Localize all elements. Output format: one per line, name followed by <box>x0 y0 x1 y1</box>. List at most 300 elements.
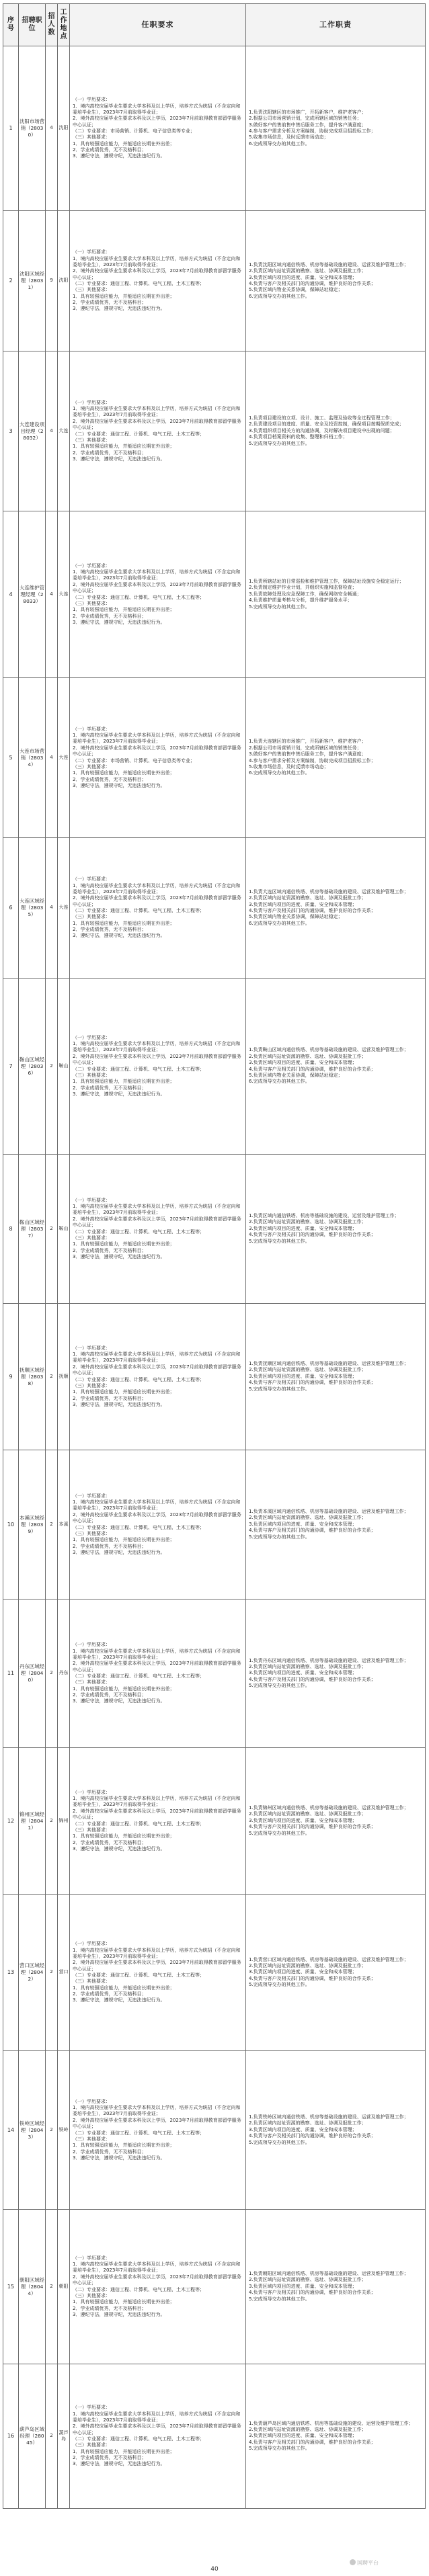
duty-line: 2.负责区域内站址资源的勘察、选址、协调及报批工作； <box>249 1219 366 1225</box>
requirement-line: 1．具有较强适应能力，并能适应长期在外出差； <box>73 444 175 450</box>
table-row <box>3 511 426 678</box>
duty-line: 1.负责葫芦岛区域内通信铁塔、机房等基础设施的建设、运营及维护管理工作； <box>249 2420 414 2426</box>
duty-line: 4.负责与客户及相关部门的沟通协调，维护良好的合作关系； <box>249 908 376 913</box>
requirement-line: 3．遵纪守法，遵规守纪，无违法违纪行为。 <box>73 1401 165 1407</box>
table-body <box>3 46 426 2509</box>
requirements-cell <box>70 1895 246 2051</box>
duty-line: 5.完成领导交办的其他工作。 <box>249 2139 310 2145</box>
table-row <box>3 211 426 351</box>
duty-line: 1.负责朝阳区域内通信铁塔、机房等基础设施的建设、运营及维护管理工作； <box>249 2271 409 2277</box>
requirement-line: （二）专业要求：通信工程、计算机、电气工程、土木工程等； <box>73 1972 204 1978</box>
requirement-line: 2．境外高校应届毕业生要求本科及以上学历，2023年7月前取得教育部留学服务中心认证； <box>73 116 241 128</box>
requirement-line: 2．学业成绩优秀，无不及格科目； <box>73 927 147 933</box>
requirement-line: 2．学业成绩优秀，无不及格科目； <box>73 613 147 619</box>
requirements-cell <box>70 46 246 211</box>
duty-line: 5.负责区域内物业关系协调，保障站址稳定； <box>249 287 343 293</box>
requirements-cell <box>70 1304 246 1450</box>
table-header-row <box>3 4 426 46</box>
row-index: 11 <box>3 1599 19 1748</box>
duty-line: 6.完成领导交办的其他工作。 <box>249 293 310 299</box>
requirement-line: （一）学历要求： <box>73 1345 110 1351</box>
duties-cell <box>246 351 426 511</box>
requirement-line: 2．境外高校应届毕业生要求本科及以上学历，2023年7月前取得教育部留学服务中心认证； <box>73 1364 241 1376</box>
requirement-line: 2．学业成绩优秀，无不及格科目； <box>73 147 147 153</box>
requirements-cell <box>70 211 246 351</box>
position-title: 丹东区域经理（28040） <box>19 1599 46 1748</box>
table-row <box>3 1599 426 1748</box>
row-index: 5 <box>3 678 19 838</box>
duty-line: 1.负责区域内通信铁塔、机房等基础设施的建设、运营及维护管理工作； <box>249 1213 399 1219</box>
requirement-line: 2．境外高校应届毕业生要求本科及以上学历，2023年7月前取得教育部留学服务中心认证； <box>73 2423 241 2436</box>
requirement-line: 2．境外高校应届毕业生要求本科及以上学历，2023年7月前取得教育部留学服务中心认证； <box>73 418 241 431</box>
requirement-line: 1．具有较强适应能力，并能适应长期在外出差； <box>73 2143 175 2149</box>
requirement-line: 1．境内高校应届毕业生要求大学本科及以上学历，培养方式为统招（不含定向和委培毕业生），2023年7月前取得毕业证； <box>73 1499 241 1511</box>
requirement-line: （一）学历要求： <box>73 726 110 732</box>
duties-cell <box>246 46 426 211</box>
duty-line: 2.根据公司市场营销计划，完成所辖区域的销售任务； <box>249 745 362 751</box>
headcount: 4 <box>46 678 58 838</box>
requirement-line: （二）专业要求：通信工程、计算机、电气工程、土木工程等； <box>73 1229 204 1235</box>
table-row <box>3 2210 426 2364</box>
requirement-line: 2．学业成绩优秀，无不及格科目； <box>73 2455 147 2461</box>
row-index: 10 <box>3 1450 19 1599</box>
duty-line: 6.完成领导交办的其他工作。 <box>249 770 310 776</box>
requirements-cell <box>70 1599 246 1748</box>
requirement-line: 2．境外高校应届毕业生要求本科及以上学历，2023年7月前取得教育部留学服务中心认证； <box>73 1216 241 1229</box>
requirement-line: 2．境外高校应届毕业生要求本科及以上学历，2023年7月前取得教育部留学服务中心认证； <box>73 2117 241 2130</box>
duty-line: 2.负责制定维护作业计划，并组织实施和监督检查； <box>249 585 357 591</box>
requirement-line: 3．遵纪守法，遵规守纪，无违法违纪行为。 <box>73 306 165 312</box>
position-title: 大连建设项目经理（28032） <box>19 351 46 511</box>
requirement-line: 1．具有较强适应能力，并能适应长期在外出差； <box>73 1833 175 1839</box>
requirement-line: 1．境内高校应届毕业生要求大学本科及以上学历，培养方式为统招（不含定向和委培毕业生），2023年7月前取得毕业证； <box>73 733 241 745</box>
requirement-line: 1．具有较强适应能力，并能适应长期在外出差； <box>73 607 175 613</box>
row-index: 2 <box>3 211 19 351</box>
requirement-line: （二）专业要求：通信工程、计算机、电气工程、土木工程等； <box>73 431 204 437</box>
duty-line: 4.负责与客户及相关部门的沟通协调，维护良好的合作关系； <box>249 1066 376 1072</box>
work-location: 葫芦岛 <box>58 2364 70 2509</box>
duty-line: 4.负责与客户及相关部门的沟通协调，维护良好的合作关系； <box>249 1676 376 1682</box>
watermark-text: 国聘平台 <box>357 2560 379 2566</box>
duties-cell <box>246 678 426 838</box>
work-location: 丹东 <box>58 1599 70 1748</box>
requirement-line: 1．境内高校应届毕业生要求大学本科及以上学历，培养方式为统招（不含定向和委培毕业生），2023年7月前取得毕业证； <box>73 2261 241 2274</box>
headcount: 2 <box>46 979 58 1155</box>
requirement-line: 2．学业成绩优秀，无不及格科目； <box>73 1839 147 1845</box>
requirement-line: 1．具有较强适应能力，并能适应长期在外出差； <box>73 920 175 926</box>
headcount: 2 <box>46 1304 58 1450</box>
requirement-line: （一）学历要求： <box>73 1493 110 1499</box>
duties-cell <box>246 1599 426 1748</box>
requirement-line: 2．学业成绩优秀，无不及格科目； <box>73 1543 147 1549</box>
requirement-line: 2．学业成绩优秀，无不及格科目； <box>73 2149 147 2155</box>
requirement-line: （三）其他要求： <box>73 2292 110 2298</box>
duty-line: 5.完成领导交办的其他工作。 <box>249 1982 310 1988</box>
requirement-line: 2．境外高校应届毕业生要求本科及以上学历，2023年7月前取得教育部留学服务中心认证； <box>73 1808 241 1821</box>
table-row <box>3 1155 426 1304</box>
requirement-line: （一）学历要求： <box>73 2255 110 2261</box>
duty-line: 1.负责丹东区域内通信铁塔、机房等基础设施的建设、运营及维护管理工作； <box>249 1657 409 1663</box>
table-row <box>3 1450 426 1599</box>
duty-line: 2.负责区域内站址资源的勘察、选址、协调及报批工作； <box>249 2120 366 2126</box>
requirement-line: （三）其他要求： <box>73 437 110 443</box>
requirement-line: （一）学历要求： <box>73 1034 110 1040</box>
requirements-cell <box>70 2051 246 2210</box>
table-row <box>3 678 426 838</box>
requirement-line: 1．具有较强适应能力，并能适应长期在外出差； <box>73 1985 175 1991</box>
requirement-line: （三）其他要求： <box>73 1382 110 1388</box>
header-requirements: 任职要求 <box>70 4 246 46</box>
requirement-line: 1．境内高校应届毕业生要求大学本科及以上学历，培养方式为统招（不含定向和委培毕业生），2023年7月前取得毕业证； <box>73 255 241 267</box>
requirement-line: （三）其他要求： <box>73 134 110 140</box>
duty-line: 4.负责项目档案资料的收集、整理和归档工作； <box>249 434 348 440</box>
headcount: 4 <box>46 511 58 678</box>
requirement-line: （三）其他要求： <box>73 2136 110 2142</box>
row-index: 13 <box>3 1895 19 2051</box>
work-location: 铁岭 <box>58 2051 70 2210</box>
duty-line: 1.负责大连区域内通信铁塔、机房等基础设施的建设、运营及维护管理工作； <box>249 888 409 895</box>
position-title: 锦州区域经理（28041） <box>19 1748 46 1895</box>
requirement-line: 2．学业成绩优秀，无不及格科目； <box>73 2305 147 2311</box>
position-title: 大连维护管理经理（28033） <box>19 511 46 678</box>
requirement-line: （二）专业要求：通信工程、计算机、电气工程、土木工程等； <box>73 1673 204 1679</box>
duty-line: 5.完成领导交办的其他工作。 <box>249 1386 310 1392</box>
duty-line: 2.根据公司市场营销计划，完成所辖区域的销售任务； <box>249 116 362 122</box>
requirement-line: （三）其他要求： <box>73 1679 110 1686</box>
requirement-line: 1．境内高校应届毕业生要求大学本科及以上学历，培养方式为统招（不含定向和委培毕业生），2023年7月前取得毕业证； <box>73 1796 241 1808</box>
duty-line: 1.负责沈阳辖区的市场推广，开拓新客户，维护老客户； <box>249 109 366 115</box>
requirement-line: （三）其他要求： <box>73 287 110 293</box>
requirements-cell <box>70 2210 246 2364</box>
duty-line: 4.负责维护质量考核与分析，提升维护服务水平； <box>249 597 352 604</box>
requirement-line: 3．遵纪守法，遵规守纪，无违法违纪行为。 <box>73 2461 165 2467</box>
requirement-line: 1．境内高校应届毕业生要求大学本科及以上学历，培养方式为统招（不含定向和委培毕业生），2023年7月前取得毕业证； <box>73 1352 241 1364</box>
work-location: 沈阳 <box>58 211 70 351</box>
duty-line: 3.负责区域内项目的进度、质量、安全和成本管理； <box>249 1521 357 1527</box>
position-title: 本溪区域经理（28039） <box>19 1450 46 1599</box>
duty-line: 4.负责与客户及相关部门的沟通协调，维护良好的合作关系； <box>249 2439 376 2445</box>
duty-line: 4.负责与客户及相关部门的沟通协调，维护良好的合作关系； <box>249 1380 376 1386</box>
header-location: 工作地点 <box>58 4 70 46</box>
row-index: 4 <box>3 511 19 678</box>
requirement-line: 1．境内高校应届毕业生要求大学本科及以上学历，培养方式为统招（不含定向和委培毕业生），2023年7月前取得毕业证； <box>73 882 241 895</box>
table-row <box>3 1304 426 1450</box>
duty-line: 4.负责与客户及相关部门的沟通协调，维护良好的合作关系； <box>249 2133 376 2139</box>
requirements-cell <box>70 351 246 511</box>
requirement-line: 1．境内高校应届毕业生要求大学本科及以上学历，培养方式为统招（不含定向和委培毕业生），2023年7月前取得毕业证； <box>73 1648 241 1660</box>
requirement-line: 1．具有较强适应能力，并能适应长期在外出差； <box>73 1241 175 1247</box>
requirement-line: 3．遵纪守法，遵规守纪，无违法违纪行为。 <box>73 2311 165 2317</box>
requirement-line: 1．境内高校应届毕业生要求大学本科及以上学历，培养方式为统招（不含定向和委培毕业生），2023年7月前取得毕业证； <box>73 1947 241 1959</box>
duties-cell <box>246 2364 426 2509</box>
requirement-line: （三）其他要求： <box>73 1530 110 1536</box>
duty-line: 5.完成领导交办的其他工作。 <box>249 2446 310 2452</box>
requirement-line: 1．具有较强适应能力，并能适应长期在外出差； <box>73 770 175 776</box>
position-title: 抚顺区域经理（28038） <box>19 1304 46 1450</box>
duty-line: 5.完成领导交办的其他工作。 <box>249 604 310 610</box>
requirement-line: （三）其他要求： <box>73 1072 110 1078</box>
requirement-line: 3．遵纪守法，遵规守纪，无违法违纪行为。 <box>73 1845 165 1852</box>
duty-line: 1.负责本溪区域内通信铁塔、机房等基础设施的建设、运营及维护管理工作； <box>249 1509 409 1515</box>
table-row <box>3 838 426 979</box>
requirement-line: 1．境内高校应届毕业生要求大学本科及以上学历，培养方式为统招（不含定向和委培毕业生），2023年7月前取得毕业证； <box>73 103 241 115</box>
duty-line: 4.负责与客户及相关部门的沟通协调，维护良好的合作关系； <box>249 281 376 286</box>
duty-line: 4.负责与客户及相关部门的沟通协调，维护良好的合作关系； <box>249 1232 376 1238</box>
requirement-line: 2．境外高校应届毕业生要求本科及以上学历，2023年7月前取得教育部留学服务中心认证； <box>73 1511 241 1524</box>
work-location: 营口 <box>58 1895 70 2051</box>
table-row <box>3 1748 426 1895</box>
position-title: 大连市场营销（28034） <box>19 678 46 838</box>
requirement-line: 2．学业成绩优秀，无不及格科目； <box>73 1991 147 1997</box>
page-number: 40 <box>210 2566 219 2573</box>
position-title: 沈阳市场营销（2803 0） <box>19 46 46 211</box>
duty-line: 4.参与客户需求分析及方案编制，协助完成项目招投标工作； <box>249 128 376 134</box>
duty-line: 3.负责区域内项目的进度、质量、安全和成本管理； <box>249 2126 357 2132</box>
duties-cell <box>246 1748 426 1895</box>
duty-line: 3.负责区域内项目的进度、质量、安全和成本管理； <box>249 2433 357 2439</box>
requirement-line: 3．遵纪守法，遵规守纪，无违法违纪行为。 <box>73 1997 165 2003</box>
requirement-line: （一）学历要求： <box>73 249 110 255</box>
row-index: 3 <box>3 351 19 511</box>
table-row <box>3 2364 426 2509</box>
headcount: 4 <box>46 46 58 211</box>
duty-line: 2.负责区域内站址资源的勘察、选址、协调及报批工作； <box>249 1811 366 1817</box>
requirement-line: 2．境外高校应届毕业生要求本科及以上学历，2023年7月前取得教育部留学服务中心认证； <box>73 581 241 594</box>
duty-line: 2.负责区域内站址资源的勘察、选址、协调及报批工作； <box>249 895 366 901</box>
requirement-line: 3．遵纪守法，遵规守纪，无违法违纪行为。 <box>73 1698 165 1704</box>
requirements-cell <box>70 2364 246 2509</box>
duty-line: 3.负责区域内项目的进度、质量、安全和成本管理； <box>249 1373 357 1379</box>
duties-cell <box>246 1450 426 1599</box>
row-index: 1 <box>3 46 19 211</box>
duties-cell <box>246 211 426 351</box>
requirements-cell <box>70 1450 246 1599</box>
position-title: 朝阳区域经理（28044） <box>19 2210 46 2364</box>
requirement-line: 2．学业成绩优秀，无不及格科目； <box>73 776 147 782</box>
duty-line: 2.负责区域内站址资源的勘察、选址、协调及报批工作； <box>249 1515 366 1521</box>
duty-line: 1.负责鞍山区域内通信铁塔、机房等基础设施的建设、运营及维护管理工作； <box>249 1047 409 1053</box>
requirement-line: （三）其他要求： <box>73 1979 110 1985</box>
table-row <box>3 2051 426 2210</box>
duty-line: 2.负责区域内站址资源的勘察、选址、协调及报批工作； <box>249 1663 366 1669</box>
duty-line: 1.负责所辖站址的日常巡检和维护管理工作，保障站址设施安全稳定运行； <box>249 579 404 585</box>
row-index: 14 <box>3 2051 19 2210</box>
work-location: 抚顺 <box>58 1304 70 1450</box>
requirement-line: 3．遵纪守法，遵规守纪，无违法违纪行为。 <box>73 2155 165 2161</box>
requirement-line: （一）学历要求： <box>73 563 110 569</box>
duty-line: 3.负责区域内项目的进度、质量、安全和成本管理； <box>249 274 357 280</box>
requirement-line: （二）专业要求：通信工程、计算机、电气工程、土木工程等； <box>73 281 204 286</box>
requirement-line: （三）其他要求： <box>73 763 110 770</box>
row-index: 9 <box>3 1304 19 1450</box>
requirement-line: 3．遵纪守法，遵规守纪，无违法违纪行为。 <box>73 782 165 788</box>
duties-cell <box>246 979 426 1155</box>
duty-line: 1.负责大连辖区的市场推广，开拓新客户，维护老客户； <box>249 739 366 745</box>
header-duties: 工作职责 <box>246 4 426 46</box>
duty-line: 5.完成领导交办的其他工作。 <box>249 1534 310 1540</box>
duty-line: 5.收集市场信息，及时反馈市场动态； <box>249 134 329 140</box>
requirement-line: （二）专业要求：通信工程、计算机、电气工程、土木工程等； <box>73 594 204 600</box>
requirement-line: 1．境内高校应届毕业生要求大学本科及以上学历，培养方式为统招（不含定向和委培毕业生），2023年7月前取得毕业证； <box>73 1041 241 1053</box>
headcount: 2 <box>46 1155 58 1304</box>
duty-line: 4.参与客户需求分析及方案编制，协助完成项目招投标工作； <box>249 757 376 763</box>
headcount: 2 <box>46 1895 58 2051</box>
duty-line: 5.完成领导交办的其他工作。 <box>249 1830 310 1836</box>
requirement-line: （二）专业要求：通信工程、计算机、电气工程、土木工程等； <box>73 2130 204 2136</box>
recruitment-table-page <box>3 3 425 2509</box>
requirement-line: （三）其他要求： <box>73 914 110 920</box>
duty-line: 3.做好客户的售前售中售后服务工作，提升客户满意度； <box>249 122 366 128</box>
requirement-line: 1．境内高校应届毕业生要求大学本科及以上学历，培养方式为统招（不含定向和委培毕业生），2023年7月前取得毕业证； <box>73 1204 241 1216</box>
duty-line: 4.负责与客户及相关部门的沟通协调，维护良好的合作关系； <box>249 2290 376 2296</box>
watermark <box>350 2559 379 2567</box>
requirement-line: 1．具有较强适应能力，并能适应长期在外出差； <box>73 1389 175 1395</box>
requirement-line: （三）其他要求： <box>73 2442 110 2448</box>
requirement-line: 2．学业成绩优秀，无不及格科目； <box>73 1395 147 1401</box>
position-title: 沈阳区域经理（2803 1） <box>19 211 46 351</box>
position-title: 鞍山区域经理（28037） <box>19 1155 46 1304</box>
requirement-line: 1．具有较强适应能力，并能适应长期在外出差； <box>73 2299 175 2305</box>
duty-line: 5.负责区域内物业关系协调，保障站址稳定； <box>249 1072 343 1078</box>
requirement-line: 3．遵纪守法，遵规守纪，无违法违纪行为。 <box>73 1091 165 1097</box>
requirement-line: （一）学历要求： <box>73 1789 110 1795</box>
requirement-line: 2．境外高校应届毕业生要求本科及以上学历，2023年7月前取得教育部留学服务中心认证； <box>73 895 241 907</box>
duty-line: 5.完成领导交办的其他工作。 <box>249 440 310 446</box>
requirement-line: 1．境内高校应届毕业生要求大学本科及以上学历，培养方式为统招（不含定向和委培毕业生），2023年7月前取得毕业证； <box>73 2105 241 2117</box>
position-title: 鞍山区域经理（28036） <box>19 979 46 1155</box>
requirement-line: 1．具有较强适应能力，并能适应长期在外出差； <box>73 2448 175 2454</box>
requirement-line: （一）学历要求： <box>73 1941 110 1947</box>
headcount: 2 <box>46 1748 58 1895</box>
position-title: 营口区域经理（28042） <box>19 1895 46 2051</box>
requirement-line: （二）专业要求：通信工程、计算机、电气工程、土木工程等； <box>73 2286 204 2292</box>
duty-line: 3.负责区域内项目的进度、质量、安全和成本管理； <box>249 1969 357 1975</box>
duties-cell <box>246 838 426 979</box>
duty-line: 5.负责区域内物业关系协调，保障站址稳定； <box>249 914 343 920</box>
duty-line: 5.完成领导交办的其他工作。 <box>249 1683 310 1689</box>
work-location: 大连 <box>58 511 70 678</box>
requirement-line: 3．遵纪守法，遵规守纪，无违法违纪行为。 <box>73 1253 165 1259</box>
headcount: 4 <box>46 351 58 511</box>
duty-line: 6.完成领导交办的其他工作。 <box>249 1079 310 1085</box>
requirement-line: 1．具有较强适应能力，并能适应长期在外出差； <box>73 1079 175 1085</box>
duty-line: 5.完成领导交办的其他工作。 <box>249 2296 310 2302</box>
requirement-line: 2．境外高校应届毕业生要求本科及以上学历，2023年7月前取得教育部留学服务中心认证； <box>73 1960 241 1972</box>
position-title: 大连区域经理（28035） <box>19 838 46 979</box>
requirement-line: （二）专业要求：通信工程、计算机、电气工程、土木工程等； <box>73 1821 204 1827</box>
requirement-line: 2．境外高校应届毕业生要求本科及以上学历，2023年7月前取得教育部留学服务中心认证； <box>73 2274 241 2286</box>
duties-cell <box>246 511 426 678</box>
duty-line: 1.负责锦州区域内通信铁塔、机房等基础设施的建设、运营及维护管理工作； <box>249 1805 409 1811</box>
duty-line: 3.负责区域内项目的进度、质量、安全和成本管理； <box>249 1817 357 1823</box>
requirement-line: 3．遵纪守法，遵规守纪，无违法违纪行为。 <box>73 456 165 462</box>
duty-line: 4.负责与客户及相关部门的沟通协调，维护良好的合作关系； <box>249 1528 376 1534</box>
work-location: 鞍山 <box>58 1155 70 1304</box>
row-index: 8 <box>3 1155 19 1304</box>
row-index: 12 <box>3 1748 19 1895</box>
duty-line: 4.负责与客户及相关部门的沟通协调，维护良好的合作关系； <box>249 1824 376 1830</box>
requirement-line: 2．境外高校应届毕业生要求本科及以上学历，2023年7月前取得教育部留学服务中心认证； <box>73 1053 241 1066</box>
work-location: 沈阳 <box>58 46 70 211</box>
work-location: 大连 <box>58 678 70 838</box>
duty-line: 2.负责区域内站址资源的勘察、选址、协调及报批工作； <box>249 2426 366 2432</box>
duties-cell <box>246 1895 426 2051</box>
duty-line: 2.负责区域内站址资源的勘察、选址、协调及报批工作； <box>249 268 366 274</box>
duty-line: 1.负责抚顺区域内通信铁塔、机房等基础设施的建设、运营及维护管理工作； <box>249 1361 409 1367</box>
header-headcount: 招人数 <box>46 4 58 46</box>
requirements-cell <box>70 678 246 838</box>
table-row <box>3 46 426 211</box>
recruitment-table <box>3 3 426 2509</box>
requirement-line: 2．学业成绩优秀，无不及格科目； <box>73 450 147 456</box>
duty-line: 1.负责铁岭区域内通信铁塔、机房等基础设施的建设、运营及维护管理工作； <box>249 2114 409 2120</box>
requirement-line: （一）学历要求： <box>73 399 110 405</box>
duties-cell <box>246 2210 426 2364</box>
duty-line: 6.完成领导交办的其他工作。 <box>249 140 310 147</box>
work-location: 鞍山 <box>58 979 70 1155</box>
requirement-line: （三）其他要求： <box>73 600 110 606</box>
requirement-line: 2．学业成绩优秀，无不及格科目； <box>73 1085 147 1091</box>
duty-line: 2.负责区域内站址资源的勘察、选址、协调及报批工作； <box>249 1053 366 1059</box>
duty-line: 3.做好客户的售前售中售后服务工作，提升客户满意度； <box>249 751 366 757</box>
duty-line: 2.负责区域内站址资源的勘察、选址、协调及报批工作； <box>249 1367 366 1373</box>
duty-line: 5.完成领导交办的其他工作。 <box>249 1238 310 1244</box>
requirement-line: （一）学历要求： <box>73 1642 110 1648</box>
table-row <box>3 1895 426 2051</box>
duties-cell <box>246 1155 426 1304</box>
header-position: 招聘职位 <box>19 4 46 46</box>
requirement-line: 2．境外高校应届毕业生要求本科及以上学历，2023年7月前取得教育部留学服务中心认证； <box>73 1661 241 1673</box>
requirement-line: 1．境内高校应届毕业生要求大学本科及以上学历，培养方式为统招（不含定向和委培毕业生），2023年7月前取得毕业证； <box>73 2411 241 2423</box>
requirement-line: （一）学历要求： <box>73 97 110 103</box>
requirement-line: （一）学历要求： <box>73 2098 110 2104</box>
duty-line: 3.负责区域内项目的进度、质量、安全和成本管理； <box>249 901 357 907</box>
row-index: 15 <box>3 2210 19 2364</box>
requirement-line: （二）专业要求：通信工程、计算机、电气工程、土木工程等； <box>73 1524 204 1530</box>
requirement-line: 3．遵纪守法，遵规守纪，无违法违纪行为。 <box>73 153 165 159</box>
row-index: 6 <box>3 838 19 979</box>
requirement-line: 2．学业成绩优秀，无不及格科目； <box>73 300 147 306</box>
requirement-line: 1．境内高校应届毕业生要求大学本科及以上学历，培养方式为统招（不含定向和委培毕业生），2023年7月前取得毕业证； <box>73 569 241 581</box>
headcount: 2 <box>46 1599 58 1748</box>
requirement-line: 3．遵纪守法，遵规守纪，无违法违纪行为。 <box>73 619 165 625</box>
requirement-line: 1．具有较强适应能力，并能适应长期在外出差； <box>73 1537 175 1543</box>
duty-line: 1.负责沈阳区域内通信铁塔、机房等基础设施的建设、运营及维护管理工作； <box>249 261 409 267</box>
wechat-logo-icon <box>350 2559 356 2565</box>
row-index: 16 <box>3 2364 19 2509</box>
work-location: 锦州 <box>58 1748 70 1895</box>
requirement-line: （二）专业要求：市场营销、计算机、电子信息类等专业； <box>73 128 195 134</box>
requirements-cell <box>70 979 246 1155</box>
duty-line: 3.负责区域内项目的进度、质量、安全和成本管理； <box>249 1060 357 1066</box>
headcount: 2 <box>46 2210 58 2364</box>
requirement-line: 1．境内高校应届毕业生要求大学本科及以上学历，培养方式为统招（不含定向和委培毕业生），2023年7月前取得毕业证； <box>73 406 241 418</box>
requirement-line: 2．学业成绩优秀，无不及格科目； <box>73 1247 147 1253</box>
requirement-line: （二）专业要求：通信工程、计算机、电气工程、土木工程等； <box>73 1066 204 1072</box>
requirement-line: 2．境外高校应届毕业生要求本科及以上学历，2023年7月前取得教育部留学服务中心认证； <box>73 268 241 280</box>
requirement-line: 1．具有较强适应能力，并能适应长期在外出差； <box>73 140 175 147</box>
requirement-line: （二）专业要求：通信工程、计算机、电气工程、土木工程等； <box>73 908 204 913</box>
requirement-line: （一）学历要求： <box>73 876 110 882</box>
duties-cell <box>246 1304 426 1450</box>
requirement-line: （二）专业要求：市场营销、计算机、电子信息类等专业； <box>73 757 195 763</box>
requirement-line: （三）其他要求： <box>73 1827 110 1833</box>
requirements-cell <box>70 511 246 678</box>
work-location: 大连 <box>58 838 70 979</box>
duty-line: 3.负责区域内项目的进度、质量、安全和成本管理； <box>249 2283 357 2289</box>
duty-line: 3.负责区域内项目的进度、质量、安全和成本管理； <box>249 1225 357 1231</box>
requirement-line: 3．遵纪守法，遵规守纪，无违法违纪行为。 <box>73 1549 165 1555</box>
